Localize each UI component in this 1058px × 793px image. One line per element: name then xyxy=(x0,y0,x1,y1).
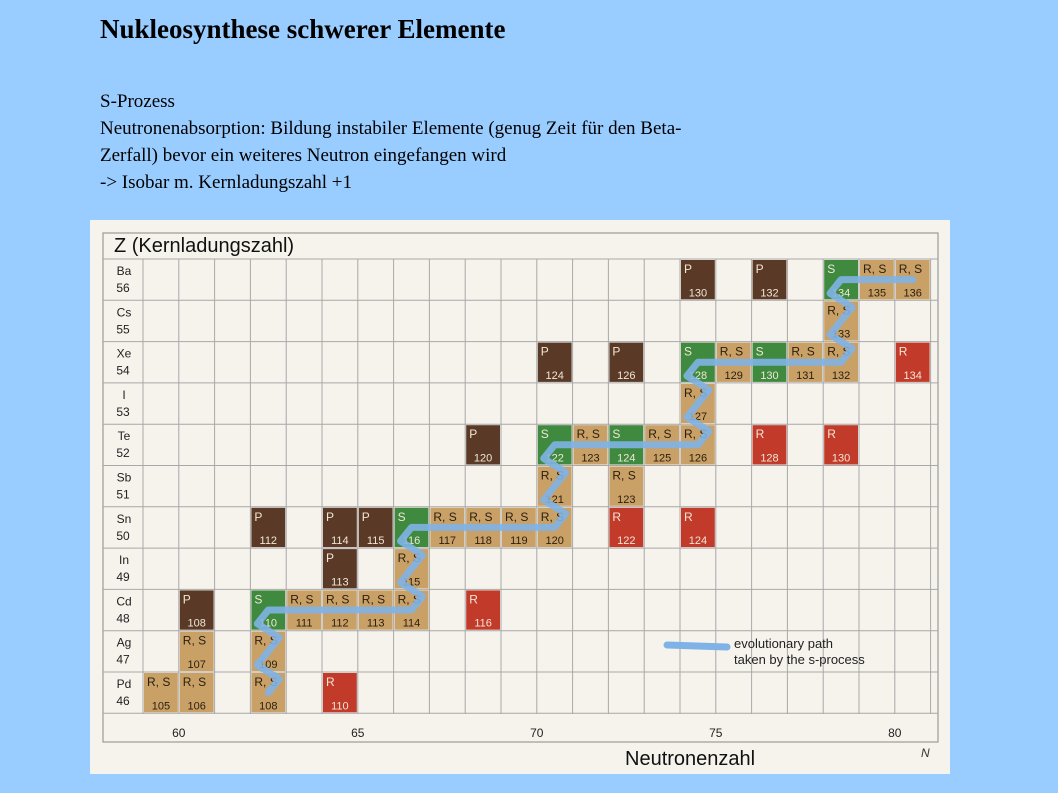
isotope-mass-label: 122 xyxy=(617,535,636,548)
text-line-1: S-Prozess xyxy=(100,91,175,112)
element-z-label: 47 xyxy=(116,652,130,667)
isotope-process-label: R, S xyxy=(863,262,887,276)
isotope-process-label: R xyxy=(898,344,908,359)
nuclide-chart-figure xyxy=(90,220,950,774)
isotope-mass-label: 117 xyxy=(438,535,457,548)
element-symbol-label: Xe xyxy=(116,346,132,361)
element-symbol-label: Te xyxy=(117,429,131,444)
legend-text-2: taken by the s-process xyxy=(734,652,865,667)
isotope-process-label: R xyxy=(326,675,335,689)
isotope-mass-label: 133 xyxy=(831,328,851,341)
isotope-mass-label: 119 xyxy=(510,535,528,548)
isotope-mass-label: 123 xyxy=(617,493,636,506)
element-z-label: 55 xyxy=(116,322,130,337)
isotope-process-label: P xyxy=(326,551,335,566)
isotope-process-label: P xyxy=(361,509,370,524)
isotope-cell xyxy=(180,632,214,671)
y-axis-title: Z (Kernladungszahl) xyxy=(114,235,295,257)
isotope-mass-label: 106 xyxy=(187,700,206,713)
isotope-process-label: R, S xyxy=(469,509,493,524)
isotope-process-label: R xyxy=(684,509,693,524)
isotope-mass-label: 130 xyxy=(760,369,779,382)
isotope-process-label: S xyxy=(540,427,549,442)
isotope-process-label: R, S xyxy=(433,509,457,524)
x-tick-label: 75 xyxy=(709,726,723,740)
x-axis-ticks xyxy=(172,726,902,740)
isotope-process-label: P xyxy=(540,344,549,359)
isotope-mass-label: 126 xyxy=(617,369,636,382)
element-symbol-label: Cd xyxy=(116,594,132,609)
isotope-mass-label: 110 xyxy=(331,700,349,713)
isotope-process-label: R, S xyxy=(827,303,851,318)
isotope-mass-label: 128 xyxy=(760,452,779,465)
isotope-mass-label: 132 xyxy=(760,287,779,300)
isotope-process-label: R xyxy=(827,427,836,442)
isotope-process-label: R, S xyxy=(147,675,171,689)
text-line-2: Neutronenabsorption: Bildung instabiler Elemente (genug Zeit für den Beta- xyxy=(100,118,682,139)
isotope-process-label: R, S xyxy=(791,344,815,359)
isotope-cell xyxy=(180,673,214,712)
isotope-mass-label: 116 xyxy=(474,617,492,630)
isotope-process-label: P xyxy=(182,592,191,607)
isotope-mass-label: 123 xyxy=(581,452,600,465)
isotope-process-label: P xyxy=(254,509,263,524)
isotope-mass-label: 134 xyxy=(831,287,851,300)
isotope-mass-label: 134 xyxy=(903,369,922,382)
isotope-cell xyxy=(466,425,500,464)
isotope-mass-label: 124 xyxy=(617,452,636,465)
isotope-cell xyxy=(359,508,393,547)
isotope-process-label: P xyxy=(755,262,764,276)
isotope-process-label: R, S xyxy=(612,468,636,483)
isotope-mass-label: 125 xyxy=(652,452,672,465)
element-symbol-label: Ag xyxy=(116,635,132,650)
isotope-cell xyxy=(753,260,787,299)
isotope-mass-label: 118 xyxy=(474,535,492,548)
element-symbol-label: Pd xyxy=(116,677,132,691)
isotope-cell xyxy=(251,508,285,547)
element-z-label: 51 xyxy=(116,487,130,502)
isotope-mass-label: 120 xyxy=(473,452,493,465)
isotope-mass-label: 105 xyxy=(151,700,171,713)
isotope-process-label: R xyxy=(755,427,765,442)
isotope-cell xyxy=(896,343,930,382)
isotope-process-label: S xyxy=(397,509,406,524)
isotope-mass-label: 128 xyxy=(688,369,708,382)
nuclide-chart xyxy=(90,220,950,774)
isotope-process-label: R, S xyxy=(719,344,744,359)
text-line-3: Zerfall) bevor ein weiteres Neutron eingefangen wird xyxy=(100,145,507,166)
isotope-cell xyxy=(466,590,500,629)
isotope-mass-label: 112 xyxy=(331,617,349,630)
isotope-mass-label: 111 xyxy=(295,617,313,630)
slide-title: Nukleosynthese schwerer Elemente xyxy=(100,14,506,44)
element-symbol-label: Sb xyxy=(116,470,132,485)
isotope-cell xyxy=(323,549,357,588)
x-axis-title: Neutronenzahl xyxy=(625,748,756,770)
element-symbol-label: I xyxy=(122,387,126,402)
isotope-process-label: R, S xyxy=(898,262,923,276)
element-symbol-label: Sn xyxy=(116,511,132,526)
isotope-cell xyxy=(681,260,715,299)
isotope-mass-label: 135 xyxy=(867,287,887,300)
isotope-mass-label: 108 xyxy=(187,617,206,630)
isotope-process-label: S xyxy=(755,344,764,359)
element-z-label: 49 xyxy=(116,570,130,585)
isotope-cell xyxy=(323,508,357,547)
isotope-process-label: R, S xyxy=(540,509,565,524)
isotope-process-label: R, S xyxy=(290,592,314,607)
isotope-mass-label: 136 xyxy=(903,287,922,300)
element-z-label: 46 xyxy=(116,694,130,708)
isotope-process-label: R, S xyxy=(182,675,207,689)
element-z-label: 53 xyxy=(116,404,130,419)
isotope-process-label: P xyxy=(684,262,693,276)
isotope-process-label: S xyxy=(684,344,693,359)
isotope-cell xyxy=(538,343,572,382)
isotope-process-label: S xyxy=(827,262,836,276)
isotope-process-label: R, S xyxy=(505,509,529,524)
isotope-mass-label: 124 xyxy=(688,535,708,548)
isotope-mass-label: 131 xyxy=(796,369,815,382)
isotope-mass-label: 122 xyxy=(545,452,564,465)
legend-text-1: evolutionary path xyxy=(734,636,834,651)
isotope-cell xyxy=(180,590,214,629)
isotope-mass-label: 107 xyxy=(187,659,206,671)
isotope-process-label: R, S xyxy=(397,551,421,566)
isotope-cell xyxy=(609,467,643,506)
element-symbol-label: In xyxy=(118,553,130,568)
isotope-process-label: R, S xyxy=(540,468,565,483)
element-z-label: 54 xyxy=(116,363,130,378)
x-tick-label: 70 xyxy=(530,726,544,740)
element-z-label: 48 xyxy=(116,611,130,626)
x-axis-symbol: N xyxy=(921,746,930,760)
isotope-mass-label: 108 xyxy=(259,700,278,713)
isotope-mass-label: 114 xyxy=(331,535,349,548)
isotope-cell xyxy=(753,425,787,464)
isotope-process-label: P xyxy=(326,509,335,524)
isotope-process-label: P xyxy=(612,344,621,359)
isotope-mass-label: 115 xyxy=(366,535,385,548)
isotope-mass-label: 115 xyxy=(402,576,421,589)
isotope-mass-label: 126 xyxy=(688,452,708,465)
isotope-mass-label: 113 xyxy=(331,576,349,589)
isotope-process-label: P xyxy=(469,427,478,442)
isotope-process-label: R, S xyxy=(684,427,708,442)
isotope-mass-label: 130 xyxy=(831,452,851,465)
isotope-process-label: R, S xyxy=(827,344,851,359)
isotope-cell xyxy=(609,508,643,547)
isotope-mass-label: 114 xyxy=(402,617,421,630)
isotope-mass-label: 124 xyxy=(545,369,564,382)
isotope-mass-label: 130 xyxy=(688,287,708,300)
isotope-mass-label: 127 xyxy=(688,411,708,424)
element-labels xyxy=(116,264,131,708)
isotope-process-label: S xyxy=(254,592,263,607)
isotope-process-label: R, S xyxy=(254,675,278,689)
element-z-label: 50 xyxy=(116,528,130,543)
slide-body xyxy=(100,88,681,196)
isotope-process-label: R xyxy=(612,509,622,524)
isotope-cell xyxy=(609,343,643,382)
isotope-mass-label: 109 xyxy=(259,659,278,671)
x-tick-label: 65 xyxy=(351,726,365,740)
isotope-process-label: R, S xyxy=(254,633,278,648)
isotope-mass-label: 112 xyxy=(259,535,278,548)
isotope-mass-label: 132 xyxy=(831,369,851,382)
isotope-process-label: R, S xyxy=(576,427,600,442)
text-line-4: -> Isobar m. Kernladungszahl +1 xyxy=(100,172,353,193)
isotope-mass-label: 121 xyxy=(545,493,564,506)
isotope-process-label: R, S xyxy=(397,592,421,607)
isotope-cell xyxy=(824,425,858,464)
isotope-cell xyxy=(144,673,178,712)
isotope-process-label: R, S xyxy=(648,427,672,442)
isotope-mass-label: 120 xyxy=(545,535,564,548)
isotope-mass-label: 116 xyxy=(402,535,421,548)
legend-path-swatch xyxy=(667,645,727,647)
isotope-cell xyxy=(681,508,715,547)
isotope-process-label: R, S xyxy=(326,592,350,607)
element-z-label: 52 xyxy=(116,446,130,461)
isotope-mass-label: 113 xyxy=(366,617,385,630)
isotope-process-label: R xyxy=(469,592,478,607)
isotope-mass-label: 110 xyxy=(259,617,278,630)
isotope-process-label: S xyxy=(612,427,621,442)
isotope-process-label: R, S xyxy=(182,633,207,648)
isotope-cell xyxy=(323,673,357,712)
element-symbol-label: Ba xyxy=(116,264,132,278)
isotope-process-label: R, S xyxy=(684,385,708,400)
element-z-label: 56 xyxy=(116,281,130,295)
x-tick-label: 60 xyxy=(172,726,186,740)
isotope-mass-label: 129 xyxy=(724,369,743,382)
isotope-process-label: R, S xyxy=(361,592,386,607)
legend xyxy=(667,636,865,667)
element-symbol-label: Cs xyxy=(116,305,132,320)
x-tick-label: 80 xyxy=(888,726,902,740)
